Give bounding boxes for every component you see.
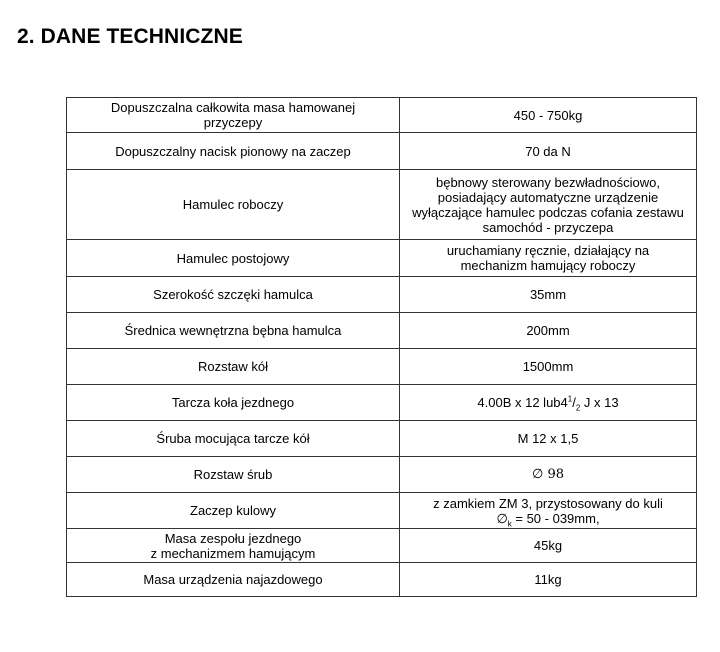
row-value-bolt-pattern	[400, 457, 697, 493]
row-label: Hamulec roboczy	[67, 170, 400, 240]
row-value: 45kg	[400, 529, 697, 563]
table-row	[67, 240, 697, 277]
table-row	[67, 170, 697, 240]
row-value: bębnowy sterowany bezwładnościowo, posiadający automatyczne urządzenie wyłączające hamulec podczas cofania zestawu samochód - przyczepa	[400, 170, 697, 240]
row-label: Rozstaw kół	[67, 349, 400, 385]
row-label: Szerokość szczęki hamulca	[67, 277, 400, 313]
rim-fraction-numerator: 1	[567, 394, 573, 404]
row-value: 35mm	[400, 277, 697, 313]
rim-fraction-denominator: 2	[575, 403, 581, 413]
row-label: Śruba mocująca tarcze kół	[67, 421, 400, 457]
row-label: Tarcza koła jezdnego	[67, 385, 400, 421]
row-label: Hamulec postojowy	[67, 240, 400, 277]
ball-diameter-value: = 50 - 039mm,	[511, 510, 600, 526]
row-value: 11kg	[400, 563, 697, 597]
row-label: Zaczep kulowy	[67, 493, 400, 529]
row-value: uruchamiany ręcznie, działający na mechanizm hamujący roboczy	[400, 240, 697, 277]
ball-hitch-line1: z zamkiem ZM 3, przystosowany do kuli	[433, 495, 663, 511]
row-label: Dopuszczalny nacisk pionowy na zaczep	[67, 133, 400, 170]
row-label: Średnica wewnętrzna bębna hamulca	[67, 313, 400, 349]
diameter-symbol: ∅	[496, 510, 508, 526]
row-value: 450 - 750kg	[400, 98, 697, 133]
row-value-rim	[400, 385, 697, 421]
row-label: Masa urządzenia najazdowego	[67, 563, 400, 597]
diameter-symbol: ∅	[531, 467, 544, 482]
table-row	[67, 493, 697, 529]
table-row	[67, 349, 697, 385]
rim-text-after: J x 13	[580, 395, 619, 410]
row-value-ball-hitch	[400, 493, 697, 529]
rim-text-before: 4.00B x 12 lub4	[477, 395, 568, 410]
table-row	[67, 313, 697, 349]
technical-data-table	[66, 97, 697, 597]
rim-fraction-slash: /	[572, 395, 576, 410]
row-value: M 12 x 1,5	[400, 421, 697, 457]
table-row	[67, 529, 697, 563]
table-row	[67, 133, 697, 170]
row-value: 1500mm	[400, 349, 697, 385]
table-row	[67, 421, 697, 457]
row-label: Dopuszczalna całkowita masa hamowanej przyczepy	[67, 98, 400, 133]
page-title: 2. DANE TECHNICZNE	[17, 25, 243, 48]
row-label: Rozstaw śrub	[67, 457, 400, 493]
table-row	[67, 563, 697, 597]
bolt-pattern-value: 98	[543, 467, 564, 482]
table-row	[67, 98, 697, 133]
table-row	[67, 385, 697, 421]
row-label: Masa zespołu jezdnego z mechanizmem hamującym	[67, 529, 400, 563]
row-value: 70 da N	[400, 133, 697, 170]
table-row	[67, 277, 697, 313]
table-row	[67, 457, 697, 493]
diameter-subscript: k	[507, 519, 512, 529]
row-value: 200mm	[400, 313, 697, 349]
